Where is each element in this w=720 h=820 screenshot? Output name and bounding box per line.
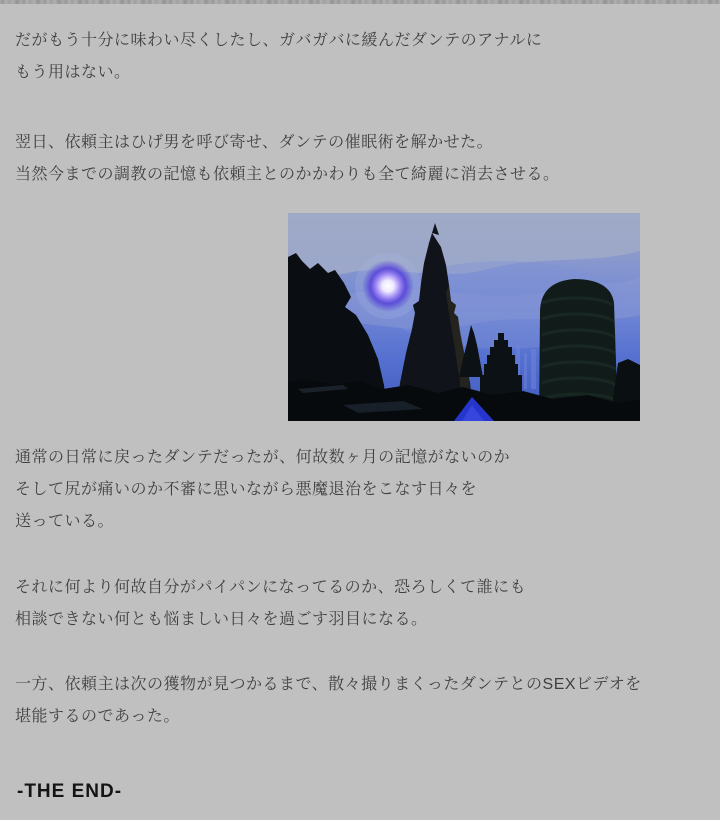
story-line: 翌日、依頼主はひげ男を呼び寄せ、ダンテの催眠術を解かせた。 [15, 134, 494, 151]
scene-image [288, 213, 640, 421]
story-line: だがもう十分に味わい尽くしたし、ガバガバに緩んだダンテのアナルに [15, 32, 543, 49]
story-line: 堪能するのであった。 [15, 708, 180, 725]
story-paragraph-4 [15, 572, 710, 636]
moon-glow [362, 260, 414, 312]
story-line: 一方、依頼主は次の獲物が見つかるまで、散々撮りまくったダンテとのSEXビデオを [15, 676, 642, 693]
the-end-label: -THE END- [17, 781, 123, 802]
story-line: そして尻が痛いのか不審に思いながら悪魔退治をこなす日々を [15, 481, 478, 498]
story-paragraph-5 [15, 669, 710, 733]
night-temple-illustration [288, 213, 640, 421]
story-line: 当然今までの調教の記憶も依頼主とのかかわりも全て綺麗に消去させる。 [15, 166, 560, 183]
story-line: 相談できない何とも悩ましい日々を過ごす羽目になる。 [15, 611, 428, 628]
story-line: もう用はない。 [15, 64, 131, 81]
story-line: それに何より何故自分がパイパンになってるのか、恐ろしくて誰にも [15, 579, 527, 596]
story-paragraph-1 [15, 25, 710, 89]
story-paragraph-3 [15, 442, 710, 538]
top-border-texture [0, 0, 720, 4]
story-paragraph-2 [15, 127, 710, 191]
story-line: 通常の日常に戻ったダンテだったが、何故数ヶ月の記憶がないのか [15, 449, 511, 466]
story-line: 送っている。 [15, 513, 115, 530]
